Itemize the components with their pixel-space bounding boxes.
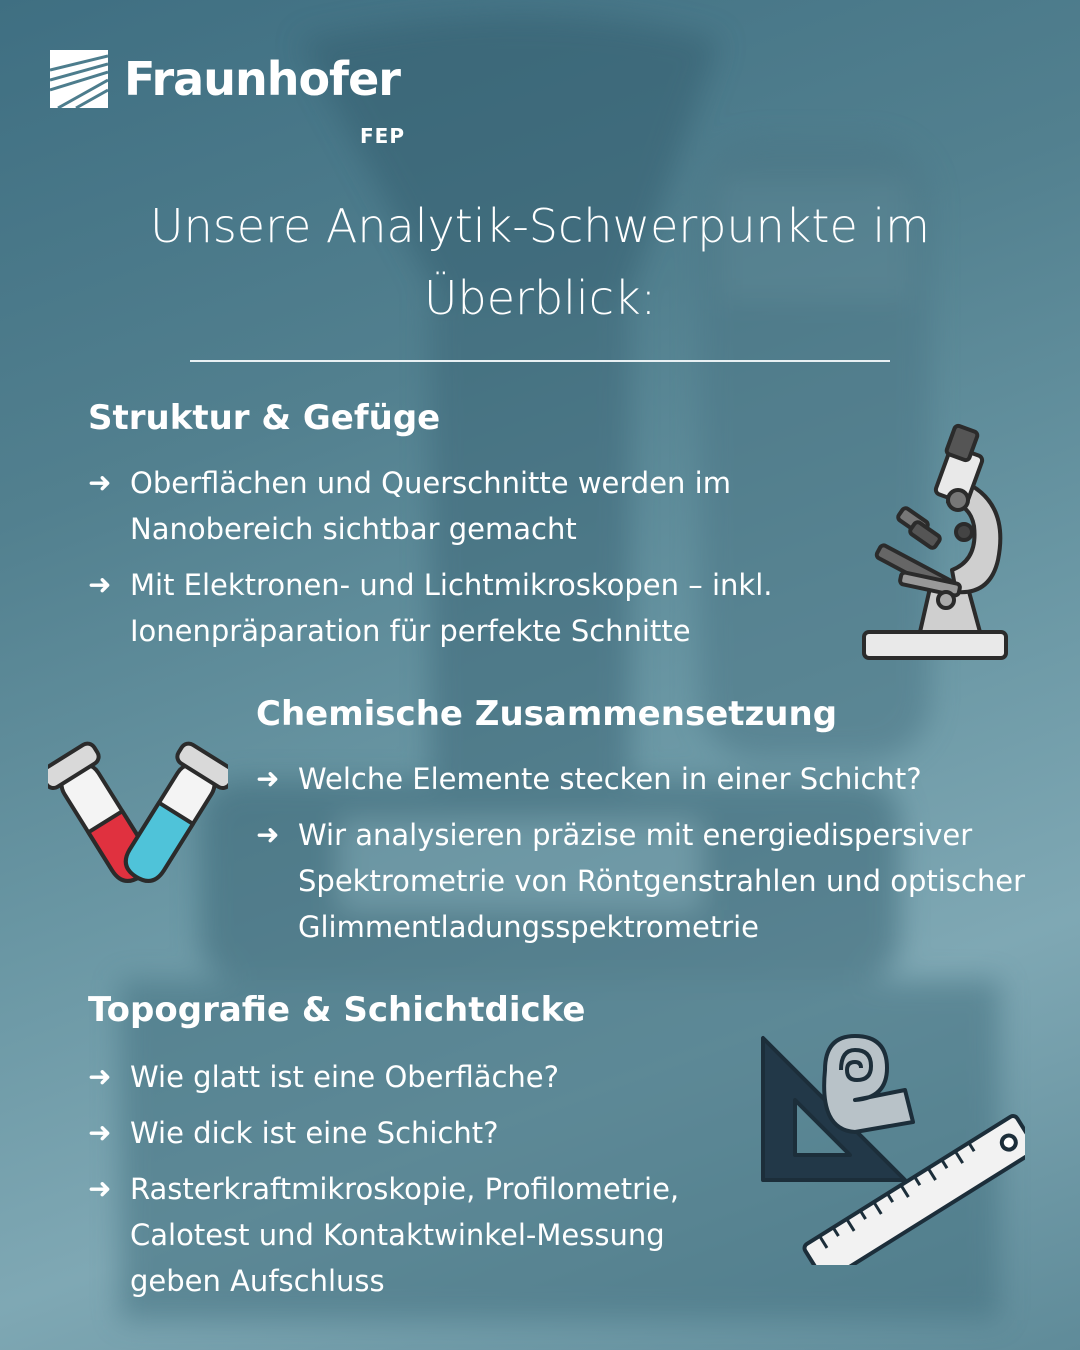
microscope-icon <box>860 420 1010 665</box>
list-item: ➜ Mit Elektronen- und Lichtmikroskopen – inkl. Ionenpräparation für perfekte Schnitte <box>88 562 828 654</box>
logo-wordmark: Fraunhofer <box>124 52 400 106</box>
fraunhofer-logo <box>50 50 410 150</box>
list-item: ➜ Wie glatt ist eine Oberfläche? <box>88 1054 728 1100</box>
arrow-right-icon: ➜ <box>88 1172 112 1205</box>
test-tubes-icon <box>48 726 228 918</box>
list-item: ➜ Wie dick ist eine Schicht? <box>88 1110 728 1156</box>
section-structure-bullets <box>88 460 828 664</box>
section-title-structure: Struktur & Gefüge <box>88 398 441 438</box>
arrow-right-icon: ➜ <box>256 818 280 851</box>
arrow-right-icon: ➜ <box>88 568 112 601</box>
fraunhofer-stripes-icon <box>50 50 108 108</box>
page-title-line-2: Überblick: <box>423 271 657 325</box>
arrow-right-icon: ➜ <box>88 1116 112 1149</box>
section-title-topography: Topografie & Schichtdicke <box>88 990 586 1030</box>
list-item: ➜ Rasterkraftmikroskopie, Profilometrie, Calotest und Kontaktwinkel-Messung geben Aufschluss <box>88 1166 728 1304</box>
title-divider <box>190 360 890 362</box>
section-title-chemistry: Chemische Zusammensetzung <box>256 694 838 734</box>
arrow-right-icon: ➜ <box>256 762 280 795</box>
list-item: ➜ Oberflächen und Querschnitte werden im Nanobereich sichtbar gemacht <box>88 460 828 552</box>
list-item: ➜ Wir analysieren präzise mit energiedispersiver Spektrometrie von Röntgenstrahlen und optischer Glimmentladungsspektrometrie <box>256 812 1036 950</box>
logo-unit-label: FEP <box>360 124 405 148</box>
section-chemistry-bullets <box>256 756 1036 960</box>
list-item: ➜ Welche Elemente stecken in einer Schicht? <box>256 756 1036 802</box>
page-title-line-1: Unsere Analytik-Schwerpunkte im <box>150 199 930 253</box>
arrow-right-icon: ➜ <box>88 1060 112 1093</box>
section-topography-bullets <box>88 1054 728 1314</box>
measuring-tools-icon <box>755 1030 1025 1265</box>
arrow-right-icon: ➜ <box>88 466 112 499</box>
page-title <box>120 190 960 334</box>
